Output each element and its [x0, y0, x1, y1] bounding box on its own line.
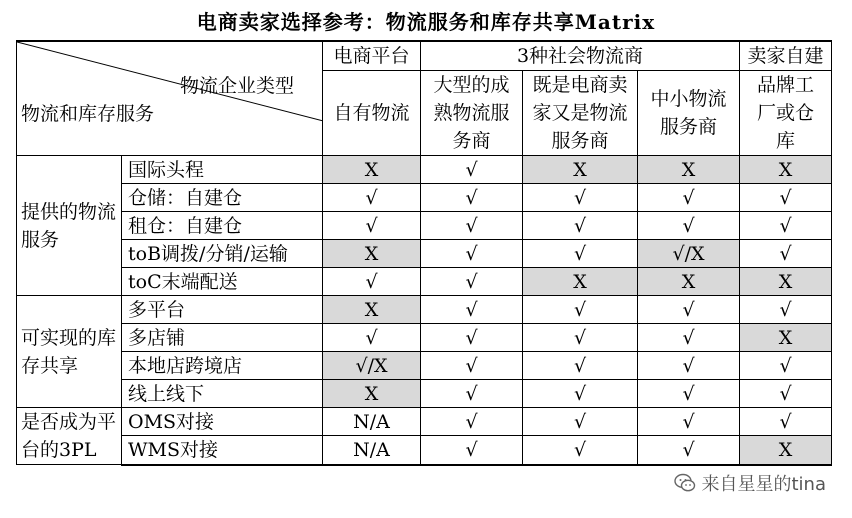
table-cell: X: [740, 268, 832, 296]
table-cell: √: [523, 184, 638, 212]
table-cell: √/X: [638, 240, 740, 268]
diagonal-divider: [17, 42, 322, 155]
table-cell: √: [323, 212, 421, 240]
table-cell: √: [323, 184, 421, 212]
table-cell: √: [740, 352, 832, 380]
table-cell: √: [421, 184, 523, 212]
row-label: 租仓：自建仓: [122, 212, 323, 240]
table-cell: N/A: [323, 436, 421, 465]
watermark: [674, 470, 827, 496]
row-label: 多店铺: [122, 324, 323, 352]
table-cell: √: [740, 408, 832, 436]
table-cell: √: [523, 408, 638, 436]
column-header-small-provider: 中小物流服务商: [638, 71, 740, 156]
table-cell: √: [740, 380, 832, 408]
group-header-platform: 电商平台: [323, 41, 421, 71]
table-cell: √: [421, 436, 523, 465]
table-cell: X: [323, 296, 421, 324]
table-cell: √: [421, 380, 523, 408]
watermark-text: 来自星星的tina: [701, 474, 826, 495]
row-label: 本地店跨境店: [122, 352, 323, 380]
table-cell: √: [523, 296, 638, 324]
column-header-seller-provider: 既是电商卖家又是物流服务商: [523, 71, 638, 156]
table-cell: √: [323, 268, 421, 296]
table-cell: X: [740, 156, 832, 184]
table-cell: √: [421, 268, 523, 296]
matrix-table: [16, 40, 832, 466]
table-cell: √: [740, 296, 832, 324]
row-label: WMS对接: [122, 436, 323, 465]
table-cell: √: [421, 240, 523, 268]
table-cell: √: [638, 436, 740, 465]
table-row: [17, 296, 832, 324]
table-cell: √: [638, 296, 740, 324]
table-row: [17, 184, 832, 212]
table-cell: N/A: [323, 408, 421, 436]
table-cell: √: [638, 184, 740, 212]
table-cell: √: [523, 212, 638, 240]
table-cell: √: [638, 352, 740, 380]
table-cell: √: [421, 156, 523, 184]
table-cell: √: [523, 436, 638, 465]
column-header-brand-factory: 品牌工厂或仓库: [740, 71, 832, 156]
row-label: toB调拨/分销/运输: [122, 240, 323, 268]
row-label: toC末端配送: [122, 268, 323, 296]
table-cell: √: [421, 212, 523, 240]
table-row: [17, 156, 832, 184]
table-cell: √: [523, 240, 638, 268]
row-label: 国际头程: [122, 156, 323, 184]
table-row: [17, 268, 832, 296]
table-cell: √: [638, 408, 740, 436]
row-label: 线上线下: [122, 380, 323, 408]
table-cell: √: [638, 380, 740, 408]
table-row: [17, 212, 832, 240]
table-cell: X: [740, 324, 832, 352]
table-cell: √: [421, 296, 523, 324]
group-header-social-logistics: 3种社会物流商: [421, 41, 740, 71]
page-title: 电商卖家选择参考：物流服务和库存共享Matrix: [196, 10, 656, 34]
corner-label-top: 物流企业类型: [179, 75, 294, 97]
table-cell: √: [523, 380, 638, 408]
table-cell: √: [323, 324, 421, 352]
section-label: 是否成为平台的3PL: [17, 408, 122, 465]
table-cell: √: [421, 408, 523, 436]
section-label: 可实现的库存共享: [17, 296, 122, 408]
table-row: [17, 408, 832, 436]
table-cell: X: [523, 268, 638, 296]
column-header-own-logistics: 自有物流: [323, 71, 421, 156]
row-label: 多平台: [122, 296, 323, 324]
table-cell: √: [421, 324, 523, 352]
table-cell: X: [740, 436, 832, 465]
table-cell: X: [523, 156, 638, 184]
table-row: [17, 436, 832, 465]
table-cell: X: [638, 268, 740, 296]
table-cell: √: [638, 324, 740, 352]
group-header-self-built: 卖家自建: [740, 41, 832, 71]
table-row: [17, 380, 832, 408]
table-cell: √: [740, 240, 832, 268]
corner-label-bottom: 物流和库存服务: [21, 103, 155, 125]
table-row: [17, 352, 832, 380]
table-row: [17, 324, 832, 352]
section-label: 提供的物流服务: [17, 156, 122, 296]
table-cell: √/X: [323, 352, 421, 380]
table-cell: X: [323, 240, 421, 268]
table-cell: X: [323, 156, 421, 184]
column-header-large-provider: 大型的成熟物流服务商: [421, 71, 523, 156]
table-cell: X: [323, 380, 421, 408]
table-cell: √: [740, 212, 832, 240]
table-cell: √: [421, 352, 523, 380]
corner-header-cell: [17, 41, 323, 156]
table-row: [17, 240, 832, 268]
table-cell: √: [638, 212, 740, 240]
row-label: OMS对接: [122, 408, 323, 436]
wechat-icon: [674, 473, 696, 493]
table-cell: √: [523, 324, 638, 352]
table-cell: √: [740, 184, 832, 212]
row-label: 仓储：自建仓: [122, 184, 323, 212]
table-cell: X: [638, 156, 740, 184]
table-cell: √: [523, 352, 638, 380]
